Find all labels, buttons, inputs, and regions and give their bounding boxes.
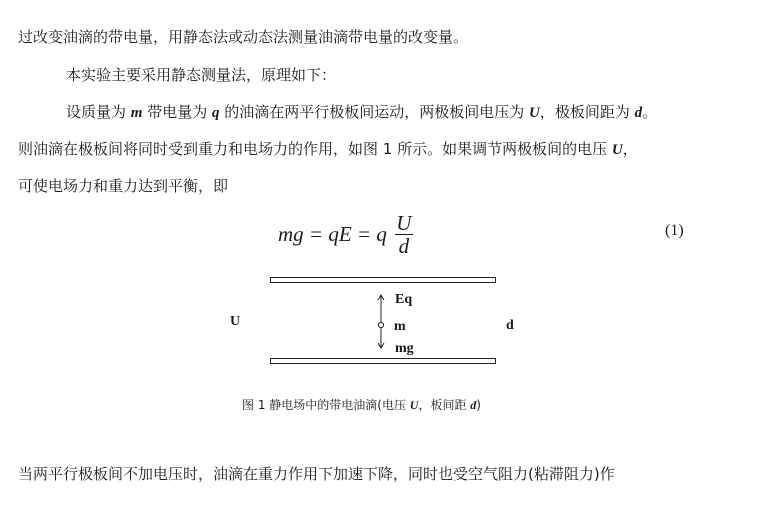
- var-q: q: [212, 105, 220, 121]
- text-run: 图 1 静电场中的带电油滴(电压: [242, 398, 410, 412]
- figure-caption: [242, 396, 481, 413]
- force-arrows-icon: [372, 292, 394, 352]
- text-run: 。: [642, 103, 658, 121]
- text-run: 的油滴在两平行极板间运动，两极板间电压为: [219, 103, 530, 121]
- text-run: 设质量为: [66, 103, 131, 121]
- equation-lhs: mg = qE = q: [278, 222, 387, 246]
- paragraph-line-5: 可使电场力和重力达到平衡，即: [18, 177, 229, 195]
- var-U: U: [611, 142, 623, 158]
- bottom-plate: [270, 358, 496, 364]
- text-run: 则油滴在极板间将同时受到重力和电场力的作用，如图 1 所示。如果调节两极板间的电压: [18, 140, 612, 158]
- text-run: ，板间距: [418, 398, 471, 412]
- fraction-numerator: U: [396, 211, 412, 235]
- text-run: ): [476, 398, 481, 412]
- paragraph-line-2: 本实验主要采用静态测量法，原理如下：: [66, 66, 337, 84]
- fraction: [395, 212, 413, 257]
- var-d: d: [634, 105, 643, 121]
- text-run: 带电量为: [142, 103, 212, 121]
- distance-label: d: [506, 318, 514, 333]
- equation-1: [278, 212, 413, 257]
- gravity-label: mg: [395, 341, 414, 356]
- text-run: ，: [622, 140, 638, 158]
- var-d: d: [470, 398, 477, 412]
- paragraph-line-1: 过改变油滴的带电量，用静态法或动态法测量油滴带电量的改变量。: [18, 28, 469, 46]
- paragraph-line-3: [66, 101, 657, 124]
- text-run: ，极板间距为: [539, 103, 635, 121]
- var-m: m: [130, 105, 143, 121]
- top-plate: [270, 277, 496, 283]
- mass-label: m: [394, 319, 406, 334]
- fraction-denominator: d: [398, 234, 410, 258]
- electric-force-label: Eq: [395, 292, 413, 307]
- var-U: U: [529, 105, 540, 121]
- var-U: U: [409, 398, 419, 412]
- voltage-label: U: [230, 314, 241, 329]
- paragraph-line-6: 当两平行极板间不加电压时，油滴在重力作用下加速下降，同时也受空气阻力(粘滞阻力)作: [18, 465, 615, 483]
- paragraph-line-4: [18, 138, 638, 161]
- equation-number: (1): [665, 222, 684, 239]
